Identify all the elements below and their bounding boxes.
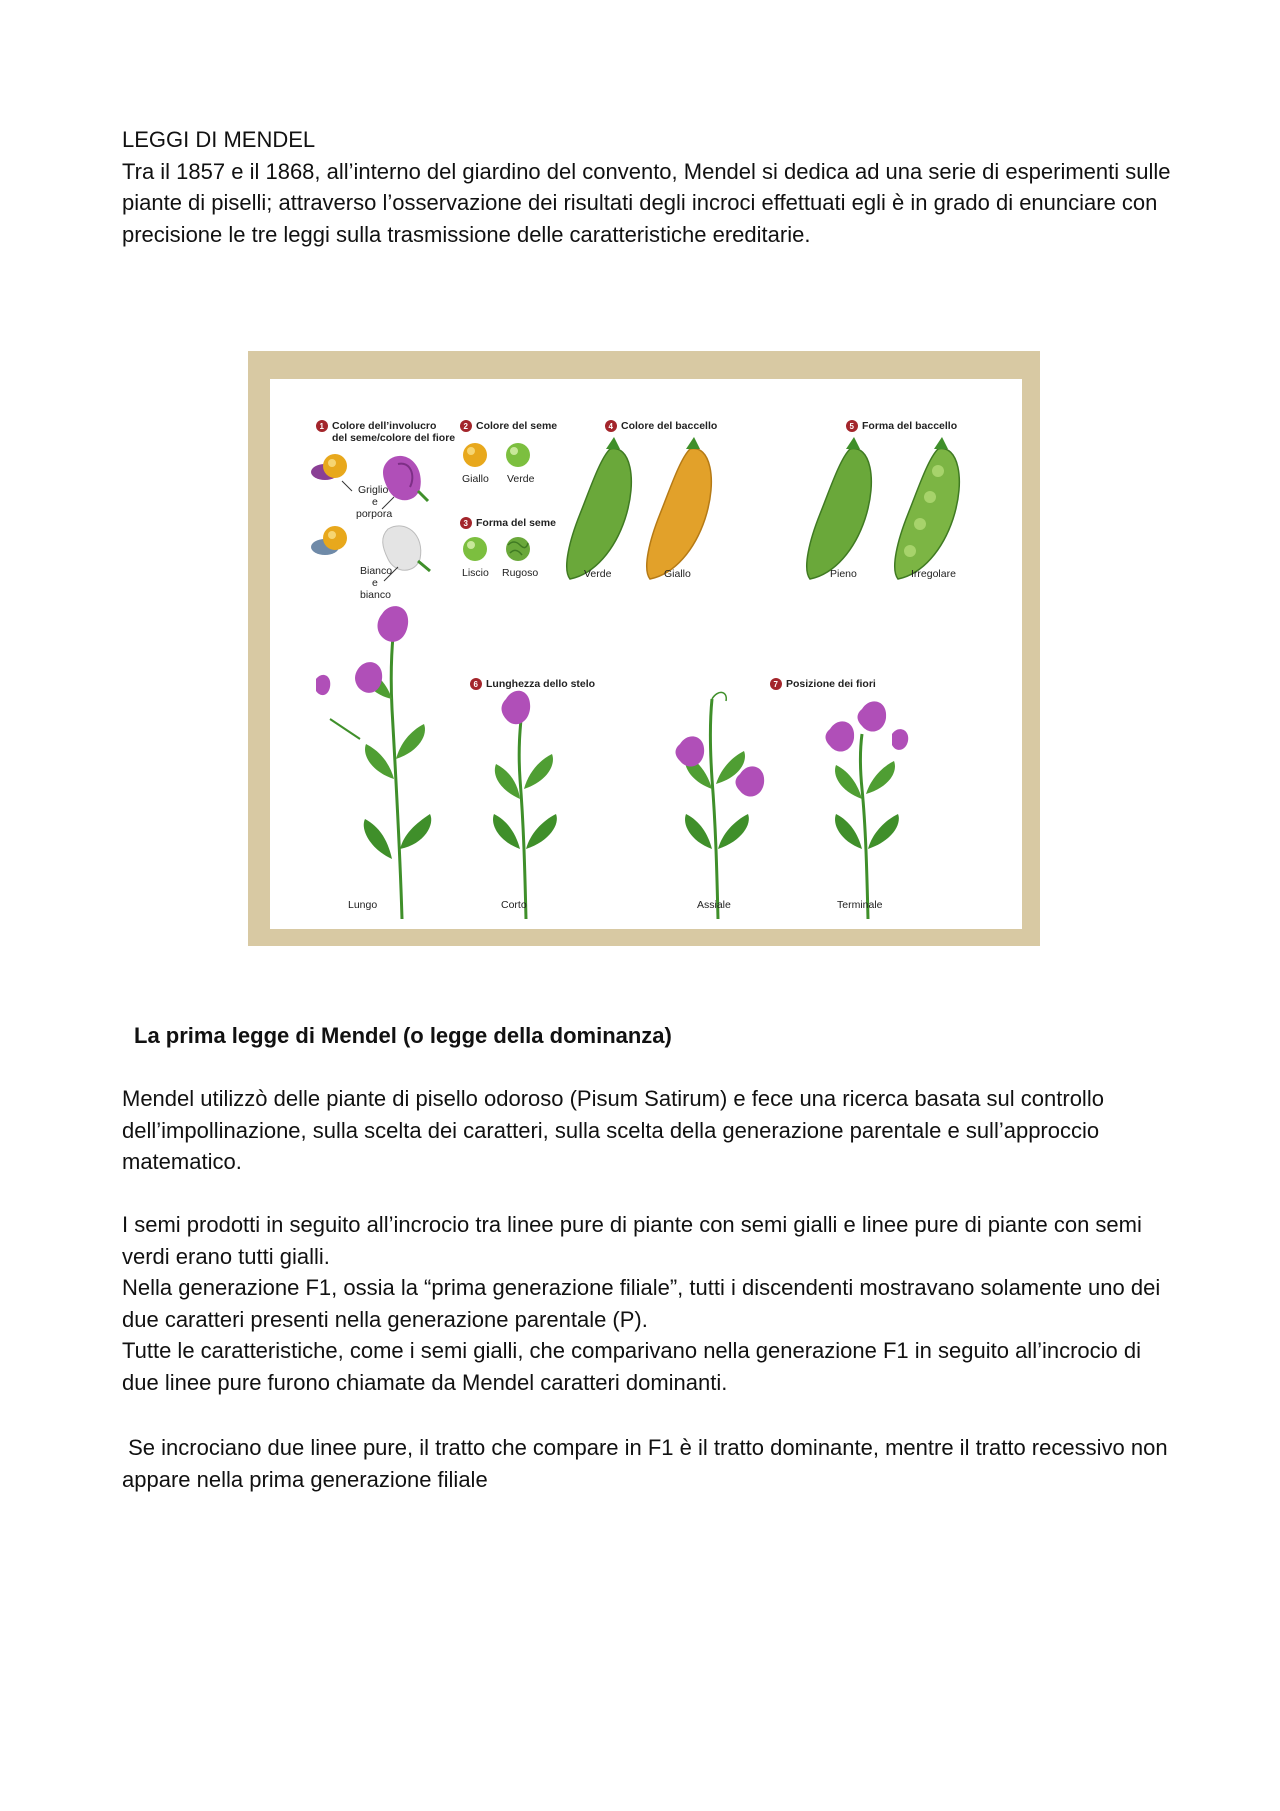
trait2-title: Colore del seme [476, 420, 558, 432]
stem-label-long: Lungo [348, 899, 378, 911]
svg-text:3: 3 [463, 519, 468, 528]
svg-text:1: 1 [319, 422, 324, 431]
svg-text:6: 6 [473, 680, 478, 689]
paragraph-2 [122, 1209, 1172, 1398]
seed-color-label-green: Verde [507, 473, 535, 485]
trait-badge-5 [846, 420, 858, 432]
pea-traits-figure [270, 379, 1022, 929]
paragraph-2c-text: Tutte le caratteristiche, come i semi gialli, che comparivano nella generazione F1 in seguito all’incrocio di due linee pure furono chiamate da Mendel caratteri dominanti. [122, 1338, 1142, 1395]
trait-badge-1 [316, 420, 328, 432]
flower-pos-label-axial: Assiale [697, 899, 731, 911]
seed-yellow [463, 443, 487, 467]
pod-color-label-green: Verde [584, 568, 612, 580]
svg-text:5: 5 [849, 422, 854, 431]
seed-shape-label-smooth: Liscio [462, 567, 489, 579]
seed-shape-label-wrinkled: Rugoso [502, 567, 539, 579]
section-heading: La prima legge di Mendel (o legge della dominanza) [134, 1023, 672, 1048]
bianco-label-line1: Bianco [360, 565, 393, 577]
trait-badge-6 [470, 678, 482, 690]
paragraph-1 [122, 1083, 1172, 1178]
trait1-title-line2: del seme/colore del fiore [332, 432, 456, 444]
trait4-title: Colore del baccello [621, 420, 718, 432]
flower-pos-label-terminal: Terminale [837, 899, 883, 911]
stem-label-short: Corto [501, 899, 527, 911]
figure-frame [248, 351, 1040, 946]
trait7-title: Posizione dei fiori [786, 678, 876, 690]
pod-shape-label-full: Pieno [830, 568, 857, 580]
grigio-label-line1: Griglio [358, 484, 389, 496]
seed-wrinkled [506, 537, 530, 561]
trait-badge-2 [460, 420, 472, 432]
pea-traits-illustration [270, 379, 1022, 929]
plant-tall [316, 606, 431, 919]
paragraph-2a-text: I semi prodotti in seguito all’incrocio tra linee pure di piante con semi gialli e linee pure di piante con semi verdi erano tutti gialli. [122, 1212, 1142, 1269]
seed-smooth [463, 537, 487, 561]
grigio-label-line3: porpora [356, 508, 393, 520]
pod-green [567, 437, 632, 579]
bianco-label-line3: bianco [360, 589, 391, 601]
svg-text:7: 7 [773, 680, 778, 689]
svg-text:4: 4 [608, 422, 613, 431]
seed-green [506, 443, 530, 467]
plant-terminal [826, 701, 909, 919]
paragraph-3 [122, 1432, 1172, 1495]
intro-paragraph: Tra il 1857 e il 1868, all’interno del giardino del convento, Mendel si dedica ad una serie di esperimenti sulle piante di piselli; attraverso l’osservazione dei risultati degli incroci effettuati egli è in grado di enunciare con precisione le tre leggi sulla trasmissione delle caratteristiche ereditarie. [122, 158, 1171, 247]
trait5-title: Forma del baccello [862, 420, 958, 432]
pod-full [807, 437, 872, 579]
seed-color-label-yellow: Giallo [462, 473, 489, 485]
bianco-label-line2: e [372, 577, 378, 589]
grigio-label-line2: e [372, 496, 378, 508]
paragraph-1-text: Mendel utilizzò delle piante di pisello odoroso (Pisum Satirum) e fece una ricerca basata sul controllo dell’impollinazione, sulla scelta dei caratteri, sulla scelta della generazione parentale e sull’approccio matematico. [122, 1086, 1104, 1174]
document-title: LEGGI DI MENDEL [122, 127, 316, 152]
trait-badge-4 [605, 420, 617, 432]
plant-axial [676, 692, 765, 919]
pod-yellow [647, 437, 712, 579]
svg-text:2: 2 [463, 422, 468, 431]
trait3-title: Forma del seme [476, 517, 556, 529]
intro-block [122, 124, 1172, 250]
pod-color-label-yellow: Giallo [664, 568, 691, 580]
pod-shape-label-constricted: Irregolare [911, 568, 956, 580]
trait1-title-line1: Colore dell’involucro [332, 420, 437, 432]
trait-badge-7 [770, 678, 782, 690]
trait6-title: Lunghezza dello stelo [486, 678, 596, 690]
plant-short [493, 691, 557, 919]
trait-badge-3 [460, 517, 472, 529]
paragraph-3-text: Se incrociano due linee pure, il tratto che compare in F1 è il tratto dominante, mentre il tratto recessivo non appare nella prima generazione filiale [122, 1435, 1174, 1492]
paragraph-2b-text: Nella generazione F1, ossia la “prima generazione filiale”, tutti i discendenti mostravano solamente uno dei due caratteri presenti nella generazione parentale (P). [122, 1275, 1161, 1332]
pod-constricted [895, 437, 960, 579]
